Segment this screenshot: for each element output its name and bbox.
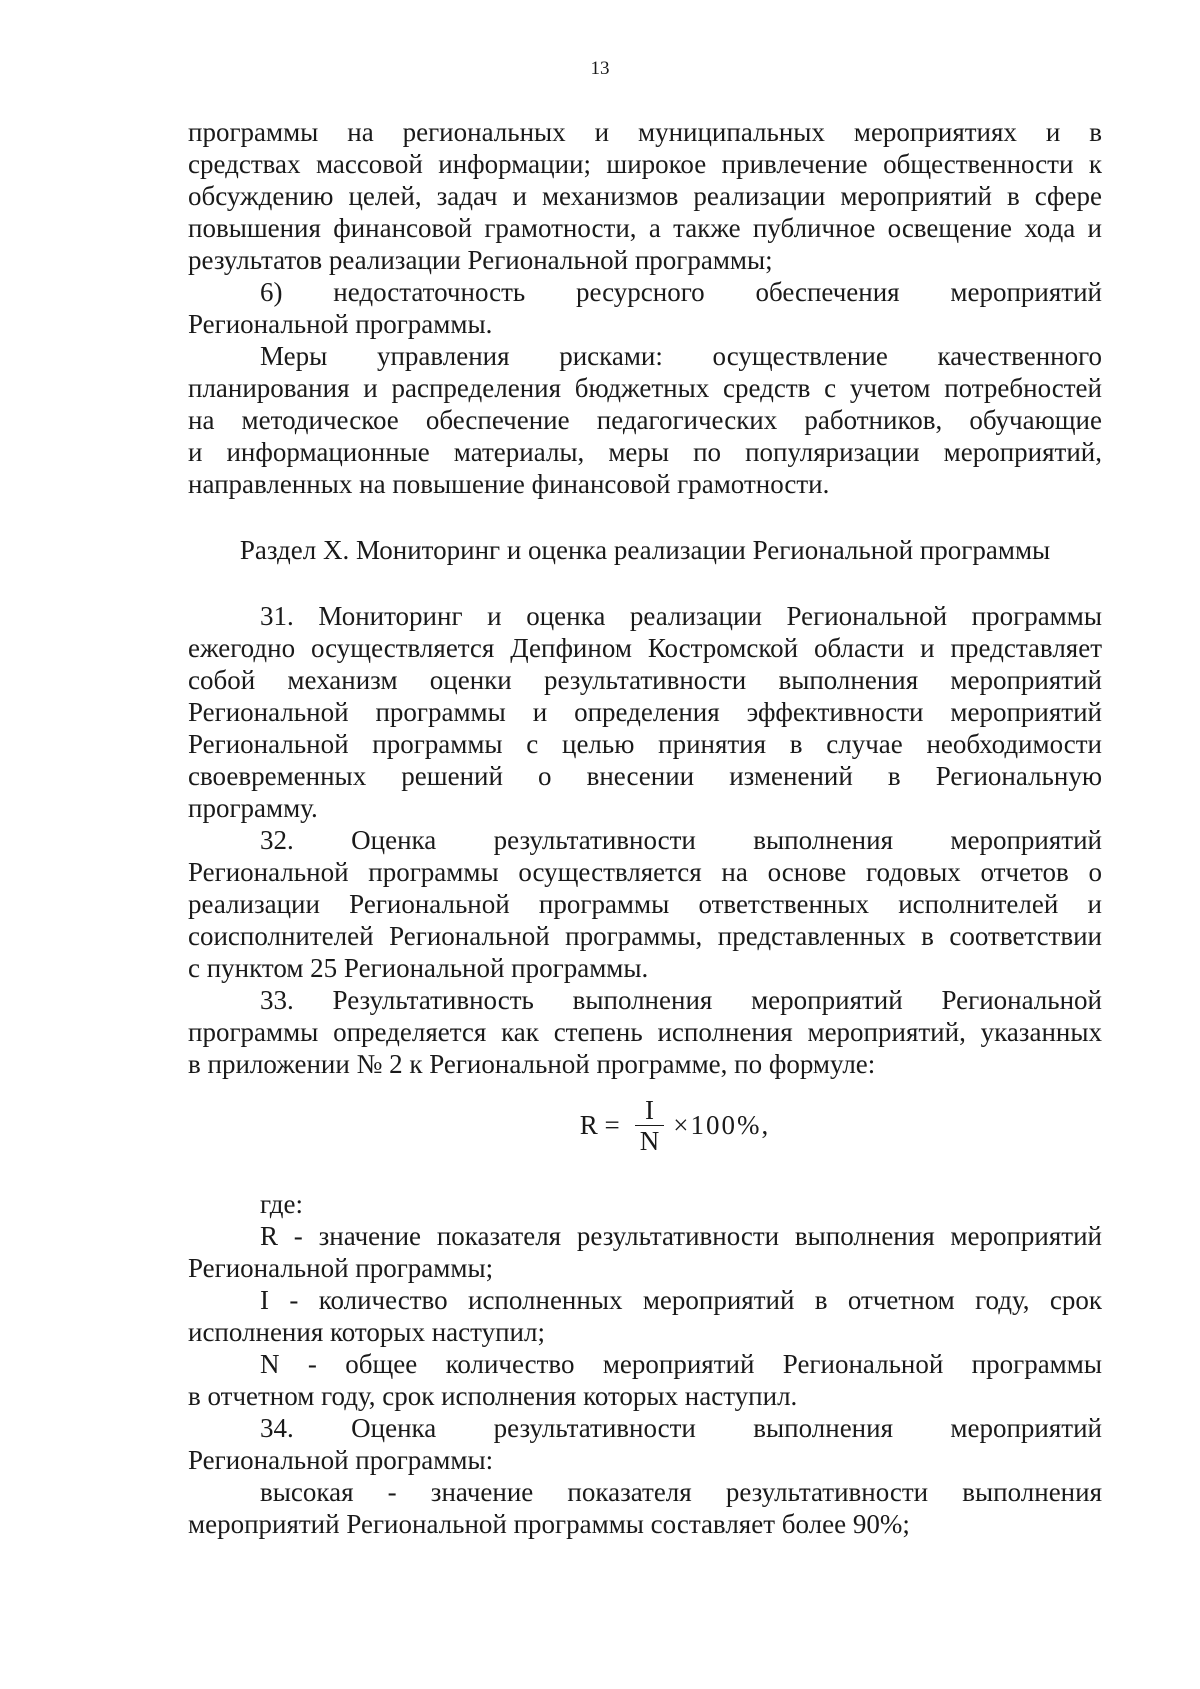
text-line: в приложении № 2 к Региональной программе, по формуле: bbox=[188, 1049, 876, 1079]
text-line: программы на региональных и муниципальных мероприятиях и в bbox=[188, 117, 1102, 147]
formula-fraction bbox=[630, 1095, 670, 1156]
paragraph bbox=[188, 116, 1102, 276]
text-line: ежегодно осуществляется Депфином Костромской области и представляет bbox=[188, 633, 1102, 663]
text-block-bottom bbox=[188, 1220, 1102, 1540]
paragraph bbox=[188, 984, 1102, 1080]
text-line: соисполнителей Региональной программы, представленных в соответствии bbox=[188, 921, 1102, 951]
text-line: исполнения которых наступил; bbox=[188, 1317, 545, 1347]
section-heading: Раздел X. Мониторинг и оценка реализации Региональной программы bbox=[239, 535, 1051, 565]
text-line: обсуждению целей, задач и механизмов реализации мероприятий в сфере bbox=[188, 181, 1102, 211]
text-line: Региональной программы. bbox=[188, 309, 493, 339]
text-line: Региональной программы и определения эффективности мероприятий bbox=[188, 697, 1102, 727]
formula-tail: ×100%, bbox=[673, 1110, 771, 1140]
text-line: 31. Мониторинг и оценка реализации Региональной программы bbox=[260, 601, 1102, 631]
text-line: 33. Результативность выполнения мероприятий Региональной bbox=[260, 985, 1102, 1015]
formula-numerator: I bbox=[635, 1095, 664, 1126]
paragraph bbox=[188, 276, 1102, 340]
formula-lhs: R = bbox=[579, 1110, 620, 1140]
text-line: собой механизм оценки результативности выполнения мероприятий bbox=[188, 665, 1102, 695]
text-line: мероприятий Региональной программы составляет более 90%; bbox=[188, 1509, 910, 1539]
text-line: программу. bbox=[188, 793, 318, 823]
paragraph bbox=[188, 1284, 1102, 1348]
text-line: программы определяется как степень исполнения мероприятий, указанных bbox=[188, 1017, 1102, 1047]
where-label: где: bbox=[260, 1189, 303, 1219]
text-line: реализации Региональной программы ответственных исполнителей и bbox=[188, 889, 1102, 919]
text-line: с пунктом 25 Региональной программы. bbox=[188, 953, 649, 983]
text-line: Региональной программы: bbox=[188, 1445, 494, 1475]
paragraph bbox=[188, 340, 1102, 500]
text-line: повышения финансовой грамотности, а также публичное освещение хода и bbox=[188, 213, 1102, 243]
text-line: результатов реализации Региональной программы; bbox=[188, 245, 773, 275]
text-line: планирования и распределения бюджетных средств с учетом потребностей bbox=[188, 373, 1102, 403]
text-line: I - количество исполненных мероприятий в отчетном году, срок bbox=[260, 1285, 1102, 1315]
paragraph bbox=[188, 600, 1102, 824]
text-line: на методическое обеспечение педагогических работников, обучающие bbox=[188, 405, 1102, 435]
text-block-middle bbox=[188, 600, 1102, 1080]
text-line: 32. Оценка результативности выполнения мероприятий bbox=[260, 825, 1102, 855]
text-line: Меры управления рисками: осуществление качественного bbox=[260, 341, 1102, 371]
paragraph bbox=[188, 1412, 1102, 1476]
text-line: и информационные материалы, меры по популяризации мероприятий, bbox=[188, 437, 1102, 467]
text-line: высокая - значение показателя результативности выполнения bbox=[260, 1477, 1102, 1507]
text-line: Региональной программы осуществляется на основе годовых отчетов о bbox=[188, 857, 1102, 887]
paragraph bbox=[188, 1476, 1102, 1540]
text-line: средствах массовой информации; широкое привлечение общественности к bbox=[188, 149, 1102, 179]
text-line: Региональной программы с целью принятия в случае необходимости bbox=[188, 729, 1102, 759]
text-block-top bbox=[188, 116, 1102, 500]
text-line: R - значение показателя результативности выполнения мероприятий bbox=[260, 1221, 1102, 1251]
text-line: Региональной программы; bbox=[188, 1253, 494, 1283]
paragraph bbox=[188, 1348, 1102, 1412]
formula bbox=[248, 1090, 1102, 1160]
text-line: N - общее количество мероприятий Региональной программы bbox=[260, 1349, 1102, 1379]
text-line: 34. Оценка результативности выполнения мероприятий bbox=[260, 1413, 1102, 1443]
paragraph bbox=[188, 824, 1102, 984]
formula-denominator: N bbox=[639, 1125, 660, 1156]
paragraph bbox=[188, 1220, 1102, 1284]
text-line: 6) недостаточность ресурсного обеспечения мероприятий bbox=[260, 277, 1102, 307]
document-body bbox=[188, 116, 1102, 1540]
text-line: своевременных решений о внесении изменений в Региональную bbox=[188, 761, 1102, 791]
text-line: в отчетном году, срок исполнения которых наступил. bbox=[188, 1381, 798, 1411]
page-number: 13 bbox=[590, 58, 610, 79]
text-line: направленных на повышение финансовой грамотности. bbox=[188, 469, 830, 499]
